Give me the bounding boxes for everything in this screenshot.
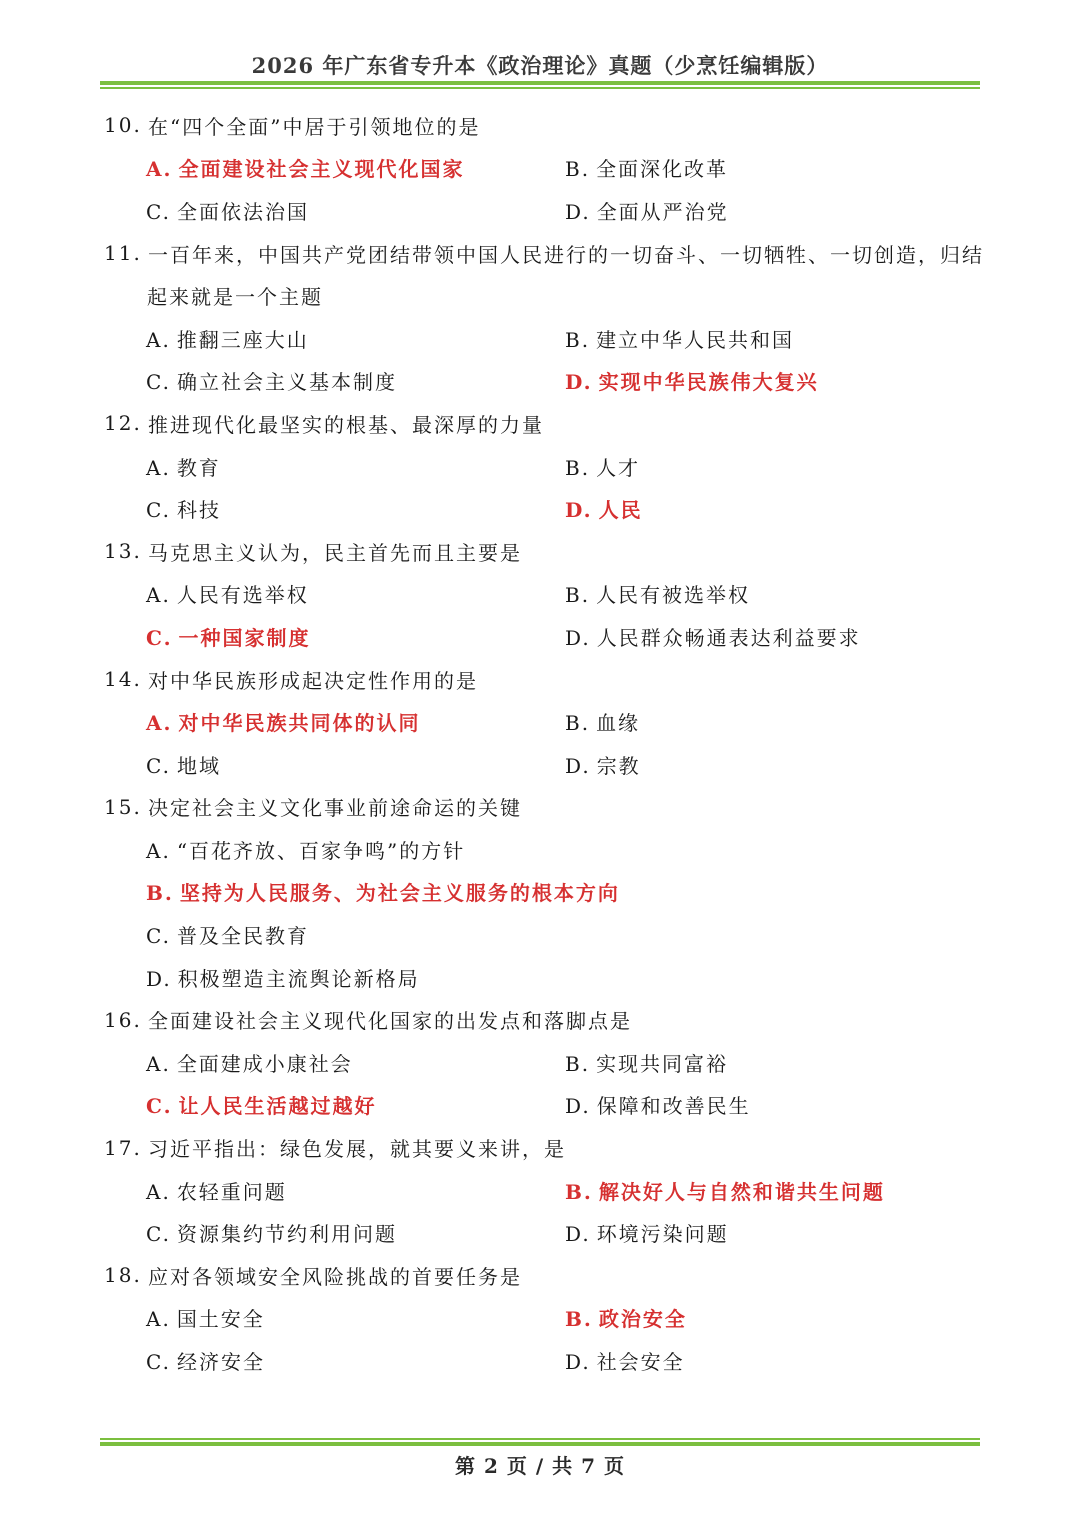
option-text: 全面从严治党	[596, 199, 729, 224]
option-row	[100, 1169, 980, 1212]
question-number: 11.	[104, 241, 142, 266]
option-text: 社会安全	[596, 1350, 685, 1375]
option-row	[100, 828, 980, 871]
question-text: 一百年来，中国共产党团结带领中国人民进行的一切奋斗、一切牺牲、一切创造，归结	[148, 242, 984, 267]
header-divider	[100, 81, 980, 89]
option-text: 保障和改善民生	[596, 1094, 751, 1119]
option-text: 科技	[176, 498, 221, 523]
option-label: C.	[146, 1350, 171, 1375]
option-text: 血缘	[596, 711, 641, 736]
question-stem-continued	[100, 274, 980, 317]
option-text: 宗教	[596, 753, 641, 778]
question-number: 13.	[104, 539, 142, 564]
option-label: A.	[146, 711, 173, 736]
option-label: D.	[565, 1222, 591, 1247]
option-label: B.	[146, 881, 174, 906]
answer-option-c	[146, 1346, 565, 1375]
footer-divider	[100, 1438, 980, 1446]
option-text: 确立社会主义基本制度	[176, 370, 397, 395]
option-text: 普及全民教育	[176, 924, 309, 949]
answer-option-c	[146, 366, 565, 395]
question-text: 推进现代化最坚实的根基、最深厚的力量	[148, 412, 544, 437]
answer-option-c	[146, 196, 565, 225]
answer-option-a	[146, 1176, 565, 1205]
option-text: 政治安全	[598, 1307, 687, 1332]
answer-option-d	[565, 366, 819, 395]
answer-option-d	[565, 1346, 685, 1375]
option-label: B.	[565, 157, 591, 182]
option-label: B.	[565, 1307, 593, 1332]
answer-option-a	[146, 324, 565, 353]
option-label: C.	[146, 199, 171, 224]
question-stem	[100, 232, 984, 275]
question-text: 习近平指出：绿色发展，就其要义来讲，是	[148, 1137, 566, 1162]
option-row	[100, 445, 980, 488]
answer-option-c	[146, 920, 966, 949]
option-text: 国土安全	[176, 1307, 265, 1332]
option-label: A.	[146, 157, 173, 182]
answer-option-a	[146, 1048, 565, 1077]
option-text: 实现共同富裕	[596, 1051, 729, 1076]
question-list	[100, 104, 984, 1382]
option-label: D.	[565, 625, 591, 650]
option-row	[100, 1084, 980, 1127]
option-label: D.	[565, 1350, 591, 1375]
answer-option-c	[146, 494, 565, 523]
option-row	[100, 189, 980, 232]
option-label: A.	[146, 838, 171, 863]
option-text: 推翻三座大山	[176, 327, 309, 352]
option-text: 一种国家制度	[178, 625, 311, 650]
answer-option-a	[146, 452, 565, 481]
question-stem	[100, 786, 980, 829]
option-label: A.	[146, 583, 171, 608]
option-text: 积极塑造主流舆论新格局	[177, 966, 420, 991]
option-label: C.	[146, 1222, 171, 1247]
answer-option-d	[565, 1090, 751, 1119]
option-row	[100, 913, 980, 956]
option-text: 人民有选举权	[176, 583, 309, 608]
option-label: B.	[565, 327, 591, 352]
option-label: C.	[146, 924, 171, 949]
option-text: 实现中华民族伟大复兴	[598, 370, 819, 395]
option-text: 全面建设社会主义现代化国家	[178, 157, 465, 182]
option-label: C.	[146, 370, 171, 395]
option-label: C.	[146, 498, 171, 523]
option-label: B.	[565, 1051, 591, 1076]
option-text: 资源集约节约利用问题	[176, 1222, 397, 1247]
answer-option-b	[565, 707, 640, 736]
option-label: C.	[146, 625, 173, 650]
option-label: B.	[565, 1179, 593, 1204]
question-text: 马克思主义认为，民主首先而且主要是	[148, 540, 522, 565]
option-label: D.	[565, 370, 593, 395]
question-number: 10.	[104, 113, 142, 138]
answer-option-b	[565, 1176, 885, 1205]
option-row	[100, 871, 980, 914]
answer-option-b	[565, 153, 728, 182]
answer-option-d	[565, 494, 643, 523]
option-row	[100, 1211, 980, 1254]
answer-option-d	[146, 963, 966, 992]
option-label: B.	[565, 583, 591, 608]
option-row	[100, 317, 980, 360]
option-text: 环境污染问题	[596, 1222, 729, 1247]
question-stem	[100, 104, 980, 147]
answer-option-b	[565, 1048, 728, 1077]
question-text: 应对各领域安全风险挑战的首要任务是	[148, 1264, 522, 1289]
answer-option-d	[565, 750, 641, 779]
question-number: 14.	[104, 667, 142, 692]
answer-option-a	[146, 579, 565, 608]
question-text: 在“四个全面”中居于引领地位的是	[148, 114, 481, 139]
answer-option-b	[565, 579, 750, 608]
option-text: 全面建成小康社会	[176, 1051, 353, 1076]
option-row	[100, 573, 980, 616]
option-label: A.	[146, 1179, 171, 1204]
option-label: D.	[565, 498, 593, 523]
option-row	[100, 1297, 980, 1340]
option-label: B.	[565, 455, 591, 480]
option-row	[100, 147, 980, 190]
question-text: 全面建设社会主义现代化国家的出发点和落脚点是	[148, 1009, 632, 1034]
option-row	[100, 743, 980, 786]
answer-option-a	[146, 153, 565, 182]
question-stem	[100, 530, 980, 573]
option-label: D.	[565, 1094, 591, 1119]
option-text: 人民有被选举权	[596, 583, 751, 608]
answer-option-b	[146, 877, 966, 906]
answer-option-d	[565, 622, 861, 651]
option-row	[100, 700, 980, 743]
option-row	[100, 1041, 980, 1084]
option-label: C.	[146, 1094, 173, 1119]
question-number: 16.	[104, 1007, 142, 1032]
answer-option-c	[146, 622, 565, 651]
option-label: A.	[146, 327, 171, 352]
question-number: 18.	[104, 1263, 142, 1288]
answer-option-b	[565, 1303, 687, 1332]
answer-option-d	[565, 1218, 729, 1247]
question-stem	[100, 998, 980, 1041]
option-text: 农轻重问题	[176, 1179, 287, 1204]
option-text: 人民	[598, 498, 643, 523]
answer-option-a	[146, 1303, 565, 1332]
answer-option-c	[146, 750, 565, 779]
option-label: C.	[146, 753, 171, 778]
option-row	[100, 956, 980, 999]
page-number: 第 2 页 / 共 7 页	[455, 1454, 625, 1478]
question-stem	[100, 1254, 980, 1297]
question-number: 15.	[104, 794, 142, 819]
option-text: 解决好人与自然和谐共生问题	[598, 1179, 885, 1204]
option-label: D.	[146, 966, 172, 991]
question-text: 对中华民族形成起决定性作用的是	[148, 668, 478, 693]
option-text: 对中华民族共同体的认同	[178, 711, 421, 736]
question-number: 17.	[104, 1135, 142, 1160]
question-text: 决定社会主义文化事业前途命运的关键	[148, 796, 522, 821]
question-text: 起来就是一个主题	[147, 285, 323, 310]
option-text: 人才	[596, 455, 641, 480]
answer-option-c	[146, 1218, 565, 1247]
option-row	[100, 360, 980, 403]
option-label: D.	[565, 753, 591, 778]
question-stem	[100, 1126, 980, 1169]
option-label: B.	[565, 711, 591, 736]
option-text: “百花齐放、百家争鸣”的方针	[176, 838, 466, 863]
option-row	[100, 1339, 980, 1382]
answer-option-c	[146, 1090, 565, 1119]
option-text: 建立中华人民共和国	[596, 327, 795, 352]
answer-option-a	[146, 707, 565, 736]
option-text: 人民群众畅通表达利益要求	[596, 625, 861, 650]
option-text: 全面依法治国	[176, 199, 309, 224]
option-label: A.	[146, 455, 171, 480]
option-row	[100, 615, 980, 658]
question-stem	[100, 402, 980, 445]
option-label: D.	[565, 199, 591, 224]
option-row	[100, 487, 980, 530]
question-stem	[100, 658, 980, 701]
answer-option-d	[565, 196, 729, 225]
page-header-title: 2026 年广东省专升本《政治理论》真题（少烹饪编辑版）	[251, 53, 829, 78]
option-text: 让人民生活越过越好	[178, 1094, 377, 1119]
option-text: 全面深化改革	[596, 157, 729, 182]
option-label: A.	[146, 1051, 171, 1076]
question-number: 12.	[104, 411, 142, 436]
answer-option-b	[565, 324, 794, 353]
option-text: 地域	[176, 753, 221, 778]
answer-option-a	[146, 835, 966, 864]
answer-option-b	[565, 452, 640, 481]
option-text: 教育	[176, 455, 221, 480]
option-label: A.	[146, 1307, 171, 1332]
option-text: 经济安全	[176, 1350, 265, 1375]
option-text: 坚持为人民服务、为社会主义服务的根本方向	[179, 881, 620, 906]
